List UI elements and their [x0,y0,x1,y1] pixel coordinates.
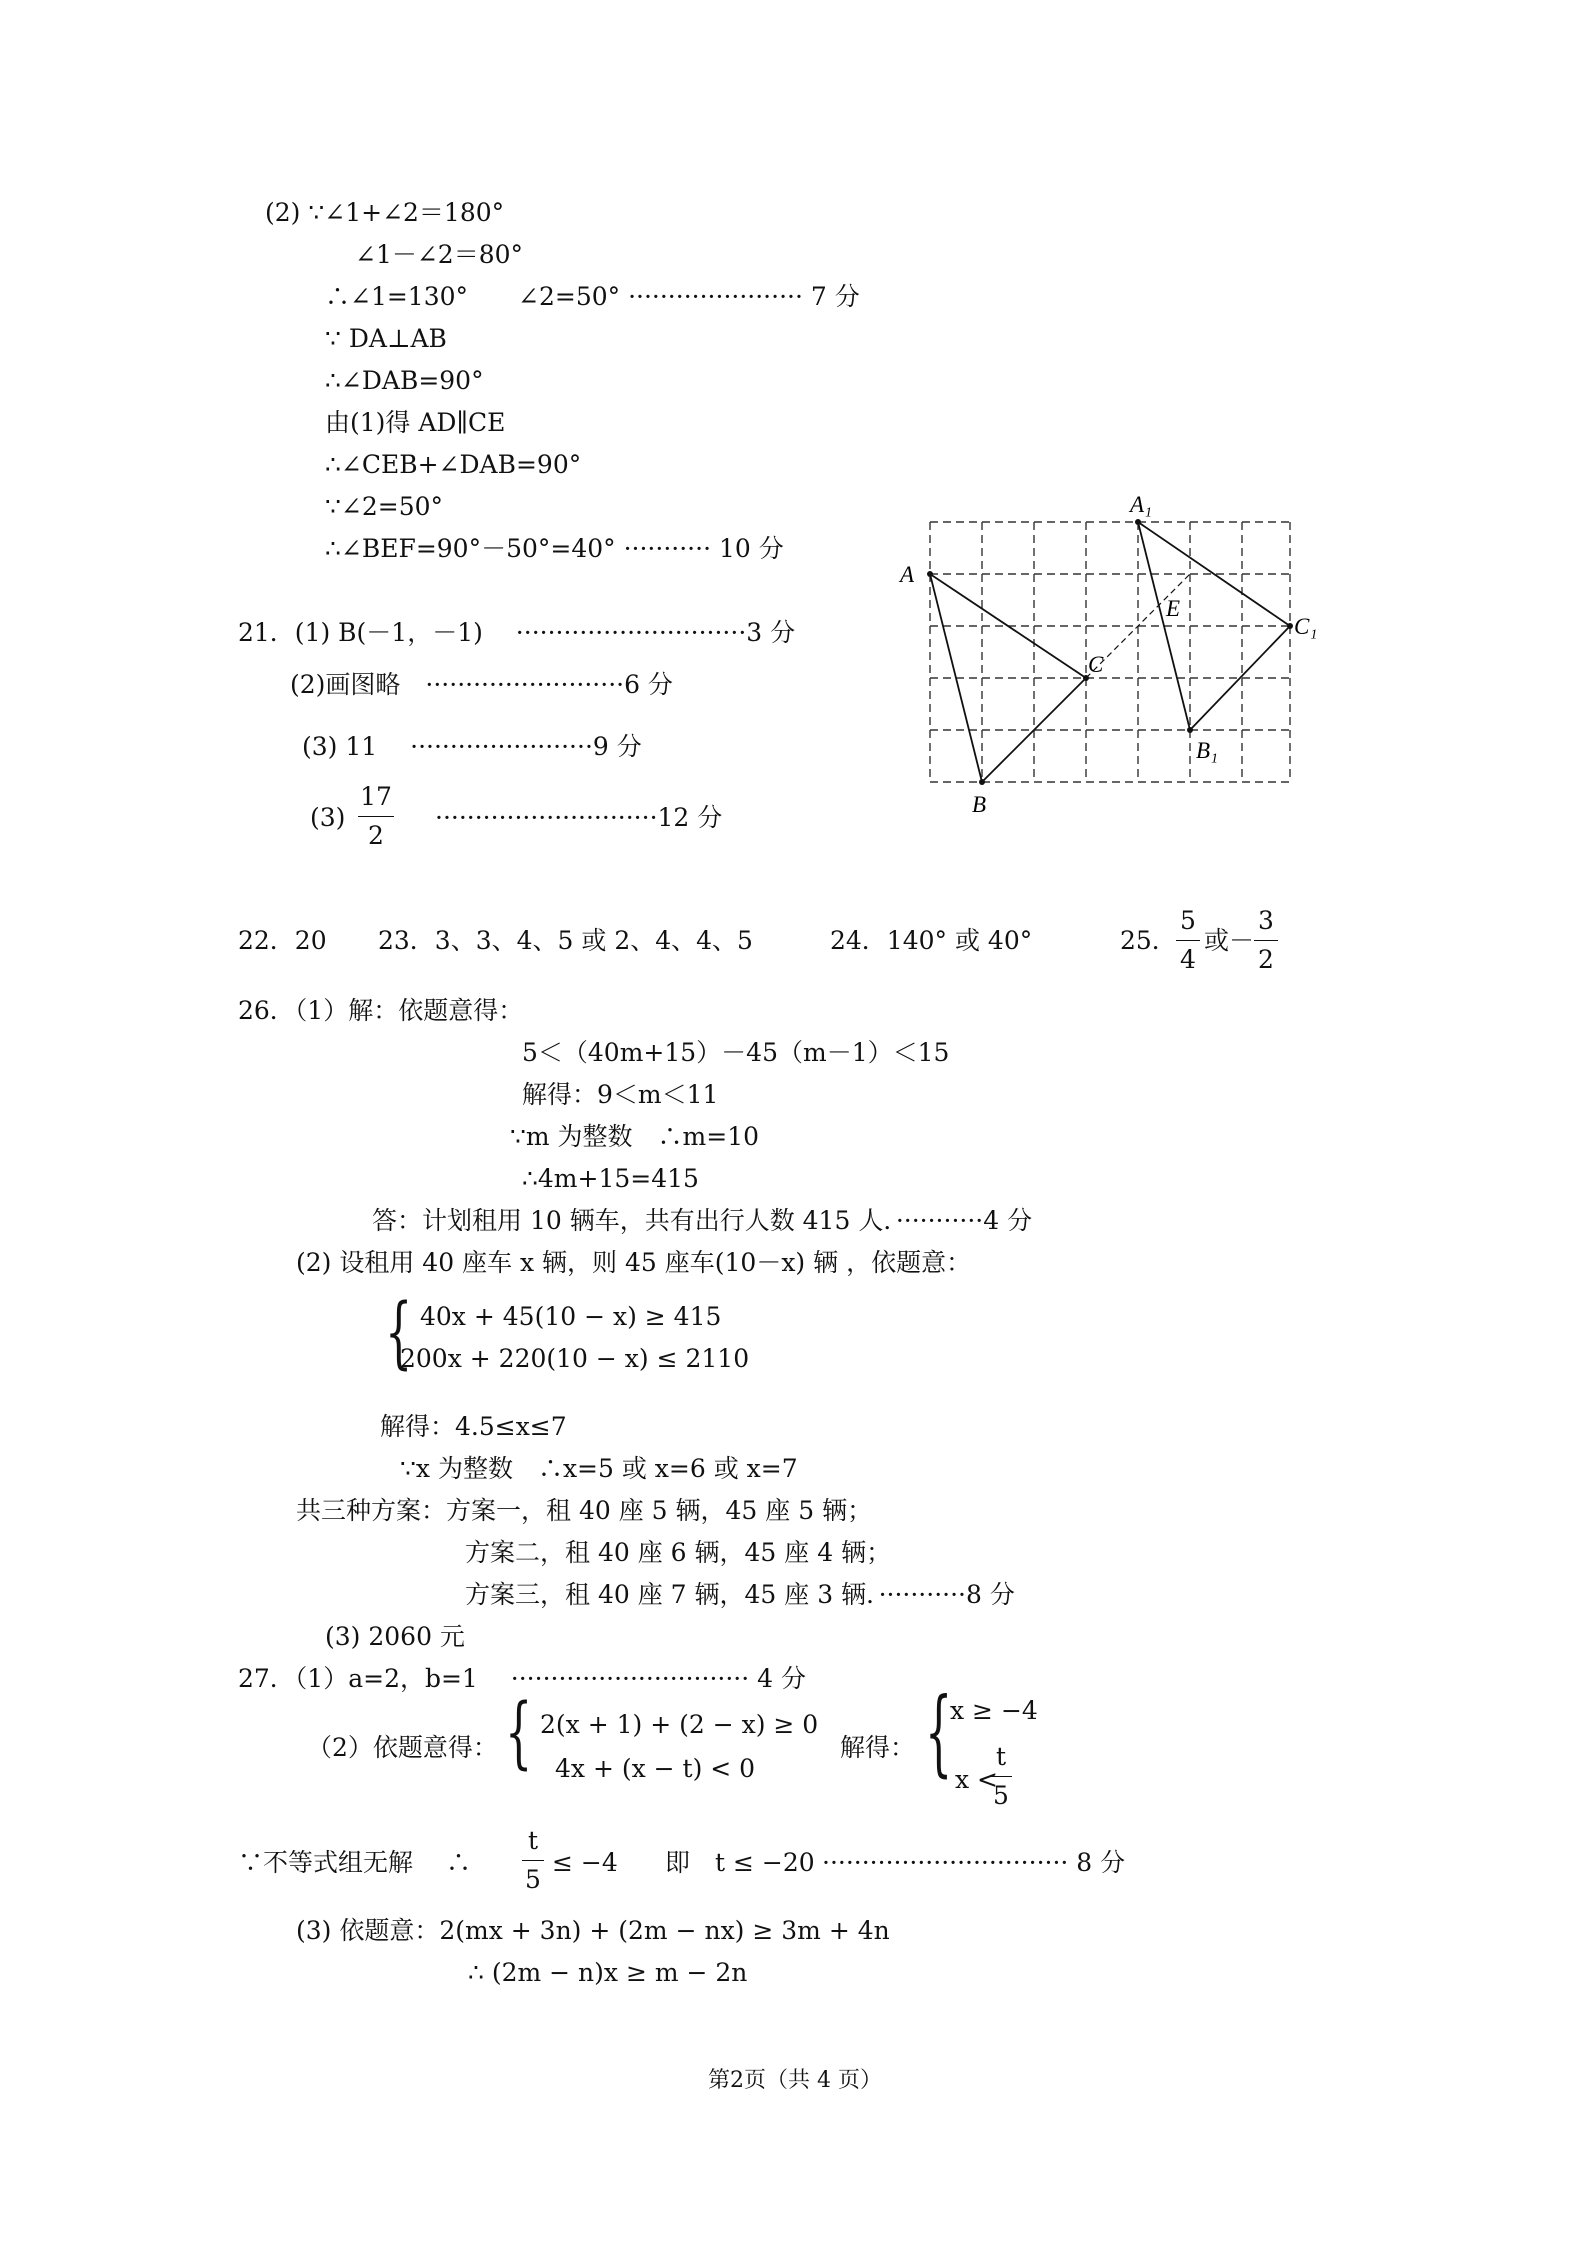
q21-line-4-label: (3) [310,803,346,832]
q25-label: 25． [1120,926,1177,955]
q26-line-5: ∴4m+15=415 [522,1164,699,1193]
q27-system-b-line-1: x ≥ −4 [950,1696,1038,1725]
q27-line-5: (3) 依题意：2(mx + 3n) + (2m − nx) ≥ 3m + 4n [296,1916,890,1945]
q25-fraction-1 [1176,906,1200,975]
fraction-bar [522,1860,544,1861]
q27-line-4-fraction [522,1826,544,1895]
q26-line-8: 解得：4.5≤x≤7 [380,1412,567,1441]
q25-fraction-1-denominator: 4 [1180,945,1196,974]
q25-fraction-2 [1254,906,1278,975]
q21-line-2: (2)画图略 ·························6 分 [290,670,673,699]
q27-system-b-numerator: t [995,1742,1007,1771]
label-A: A [900,562,915,587]
q27-line-6: ∴ (2m − n)x ≥ m − 2n [468,1958,748,1987]
q26-line-11: 方案二，租 40 座 6 辆，45 座 4 辆； [465,1538,892,1567]
q24-answer: 24．140° 或 40° [830,926,1033,955]
q27-system-a-brace: { [505,1688,533,1778]
grid-lines [930,522,1290,782]
point-C1 [1287,623,1293,629]
q27-system-b-denominator: 5 [993,1781,1009,1810]
q27-system-a-line-2: 4x + (x − t) < 0 [555,1754,756,1783]
q27-system-b-brace: { [925,1678,953,1787]
q27-line-1: 27．（1）a=2，b=1 ······························ 4 分 [238,1664,806,1693]
q26-line-4: ∵m 为整数 ∴m=10 [510,1122,760,1151]
page-footer: 第2页（共 4 页） [708,2068,882,2093]
q27-system-a-line-1: 2(x + 1) + (2 − x) ≥ 0 [540,1710,819,1739]
point-A1 [1135,519,1141,525]
q26-line-3: 解得：9＜m＜11 [522,1080,719,1109]
q21-fraction-numerator: 17 [360,782,392,811]
q27-line-4-start: ∵不等式组无解 ∴ [238,1848,471,1877]
q20-line-4: ∵ DA⊥AB [325,324,447,353]
q20-line-6: 由(1)得 AD∥CE [325,408,506,437]
q26-system-line-2: 200x + 220(10 − x) ≤ 2110 [400,1344,750,1373]
q20-line-7: ∴∠CEB+∠DAB=90° [325,450,582,479]
q26-system-brace: { [385,1288,413,1378]
q21-line-3: (3) 11 ·······················9 分 [302,732,642,761]
q26-line-9: ∵x 为整数 ∴x=5 或 x=6 或 x=7 [400,1454,798,1483]
q21-fraction-denominator: 2 [368,821,384,850]
q20-line-5: ∴∠DAB=90° [325,366,484,395]
q27-line-4-result: 即 t ≤ −20 [665,1848,815,1877]
label-C: C [1088,652,1104,677]
q22-answer: 22．20 [238,926,327,955]
label-B: B [972,792,987,817]
q26-system-line-1: 40x + 45(10 − x) ≥ 415 [420,1302,722,1331]
fraction-bar [1176,940,1200,941]
q20-line-1: (2) ∵∠1+∠2＝180° [265,198,505,227]
q27-line-4-denominator: 5 [525,1865,541,1894]
fraction-bar [358,816,394,817]
q27-solution-label: 解得： [840,1733,916,1762]
point-B [979,779,985,785]
q20-line-9: ∴∠BEF=90°－50°=40° ··········· 10 分 [325,534,784,563]
label-E: E [1166,596,1181,621]
q21-line-4-tail: ····························12 分 [435,803,723,832]
q21-line-1: 21．(1) B(－1，－1) ·····························3 分 [238,618,796,647]
q25-fraction-2-denominator: 2 [1258,945,1274,974]
q27-line-4-inequality: ≤ −4 [552,1848,618,1877]
q26-line-10: 共三种方案：方案一，租 40 座 5 辆，45 座 5 辆； [296,1496,873,1525]
fraction-bar [990,1776,1012,1777]
q26-line-12: 方案三，租 40 座 7 辆，45 座 3 辆．···········8 分 [465,1580,1015,1609]
q25-fraction-1-numerator: 5 [1180,906,1196,935]
q27-line-4-score: ······························· 8 分 [822,1848,1126,1877]
label-B1: B₁ [1196,738,1219,763]
point-B1 [1187,727,1193,733]
q23-answer: 23．3、3、4、5 或 2、4、4、5 [378,926,753,955]
q27-line-4-numerator: t [527,1826,539,1855]
point-A [927,571,933,577]
q26-line-6: 答：计划租用 10 辆车，共有出行人数 415 人．···········4 分 [372,1206,1033,1235]
q26-line-7: (2) 设租用 40 座车 x 辆，则 45 座车(10－x) 辆 ，依题意： [296,1248,972,1277]
label-C1: C₁ [1294,614,1318,639]
q26-line-1: 26．（1）解：依题意得： [238,996,524,1025]
q27-line-2: （2）依题意得： [307,1733,498,1762]
q27-system-b-line-2: x < [955,1765,998,1794]
q21-fraction [358,782,394,851]
q26-line-2: 5＜（40m+15）－45（m－1）＜15 [522,1038,950,1067]
q20-line-8: ∵∠2=50° [325,492,444,521]
fraction-bar [1254,940,1278,941]
geometry-grid-figure [880,490,1320,820]
q20-line-3: ∴∠1=130° ∠2=50° ······················ 7 分 [325,282,860,311]
q26-line-13: (3) 2060 元 [325,1622,465,1651]
q25-middle: 或－ [1204,926,1255,955]
label-A1: A₁ [1130,492,1153,517]
q27-system-b-fraction [990,1742,1012,1811]
q25-fraction-2-numerator: 3 [1258,906,1274,935]
q20-line-2: ∠1－∠2＝80° [355,240,524,269]
